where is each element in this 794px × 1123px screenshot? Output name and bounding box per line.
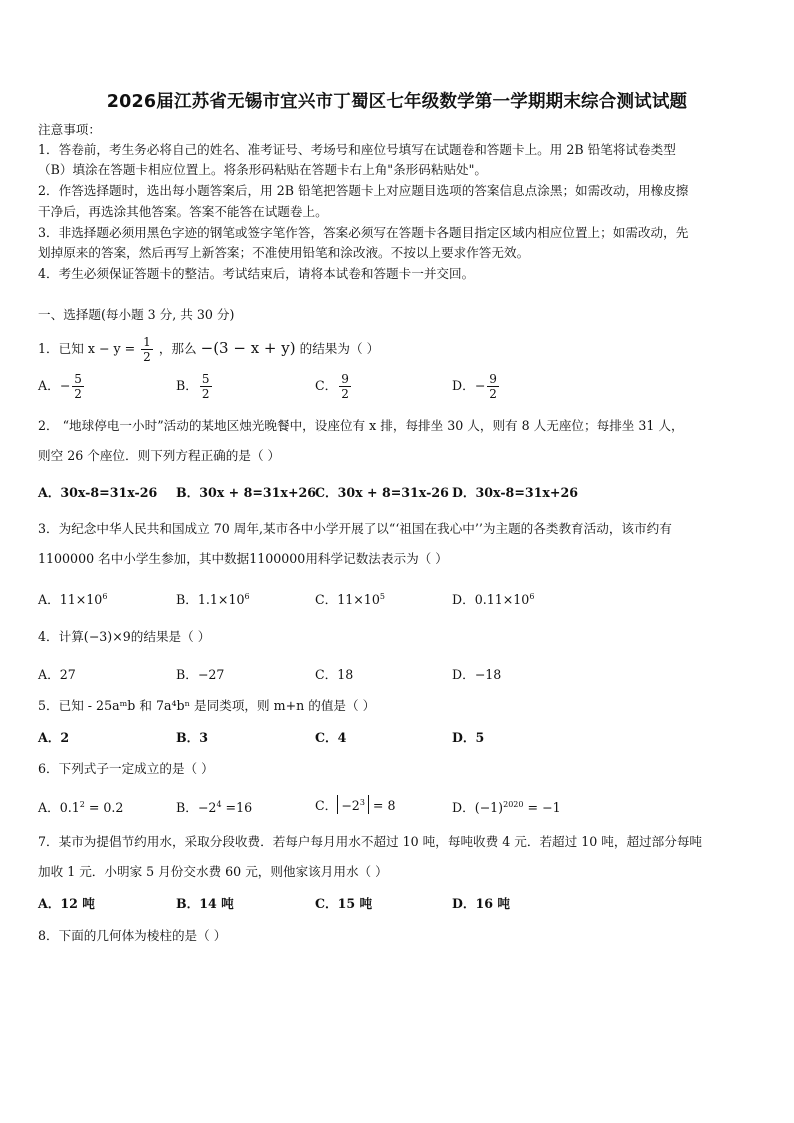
q1-prefix: 1．已知 (38, 341, 84, 356)
q6-option-a-rhs: = 0.2 (84, 800, 124, 815)
q6-option-c-exp: 3 (359, 798, 365, 807)
q4-option-b-value: −27 (197, 667, 225, 682)
question-5: 5．已知 - 25aᵐb 和 7a⁴bⁿ 是同类项，则 m+n 的值是（ ） (38, 698, 376, 713)
q3-text-a: 名中小学生参加，其中数据 (94, 551, 250, 566)
q1-frac-den: 2 (143, 350, 151, 364)
q6-option-a-label: A． (38, 800, 60, 815)
q4-expr: (−3)×9 (83, 629, 131, 644)
q1-expr2: −(3 − x + y) (200, 339, 296, 357)
q4-option-c-value: 18 (337, 667, 354, 682)
q6-option-a-exp: 2 (79, 800, 85, 809)
q3-option-a-base: 11×10 (59, 592, 103, 607)
q4-option-b-label: B． (176, 667, 198, 682)
q3-number-1: 1100000 (38, 551, 95, 566)
q1-option-a-label: A． (38, 378, 60, 393)
question-3-line-1: 3．为纪念中华人民共和国成立 70 周年,某市各中小学开展了以“‘祖国在我心中’’为主题的各类教育活动，该市约有 (38, 521, 672, 536)
q6-option-d-rhs: = −1 (523, 800, 561, 815)
question-2-line-2: 则空 26 个座位．则下列方程正确的是（ ） (38, 448, 281, 463)
notice-heading: 注意事项： (38, 122, 101, 137)
q1-option-d-frac (487, 372, 499, 401)
q5-option-a[interactable]: A．2 (38, 730, 70, 745)
question-4 (38, 627, 210, 647)
q1-option-b[interactable] (176, 372, 214, 401)
q7-option-c[interactable]: C．15 吨 (315, 896, 373, 911)
q4-option-c[interactable] (315, 665, 353, 685)
q6-option-b-rhs: =16 (221, 800, 253, 815)
q1-option-d-label: D． (452, 378, 475, 393)
q1-option-a-den: 2 (74, 387, 82, 401)
q3-option-c-exp: 5 (379, 592, 385, 601)
q1-option-c-den: 2 (341, 387, 349, 401)
notice-line-7: 4．考生必须保证答题卡的整洁。考试结束后，请将本试卷和答题卡一并交回。 (38, 266, 475, 281)
q6-option-b-base: −2 (197, 800, 217, 815)
q6-option-d-exp: 2020 (503, 800, 524, 809)
notice-line-1: 1．答卷前，考生务必将自己的姓名、准考证号、考场号和座位号填写在试题卷和答题卡上。用 2B 铅笔将试卷类型 (38, 142, 676, 157)
q6-option-c-base: −2 (341, 798, 360, 813)
q3-option-d-exp: 6 (529, 592, 535, 601)
q1-option-c-num: 9 (341, 372, 349, 386)
q2-option-d[interactable]: D．30x-8=31x+26 (452, 485, 578, 500)
q3-option-c-label: C． (315, 592, 338, 607)
q6-option-a[interactable] (38, 795, 123, 818)
q1-option-b-den: 2 (201, 387, 210, 401)
q1-option-d-den: 2 (489, 387, 497, 401)
q2-option-b[interactable]: B．30x + 8=31x+26 (176, 485, 317, 500)
q1-option-c-frac (339, 372, 351, 401)
section-heading: 一、选择题(每小题 3 分, 共 30 分) (38, 307, 235, 322)
question-7-line-2: 加收 1 元．小明家 5 月份交水费 60 元，则他家该月用水（ ） (38, 864, 388, 879)
q4-suffix: 的结果是（ ） (130, 629, 211, 644)
q3-number-2: 1100000 (249, 551, 306, 566)
q4-option-d-value: −18 (474, 667, 502, 682)
notice-line-2: （B）填涂在答题卡相应位置上。将条形码粘贴在答题卡右上角"条形码粘贴处"。 (38, 162, 488, 177)
q6-option-b[interactable] (176, 795, 252, 818)
q4-option-a-label: A． (38, 667, 60, 682)
q4-option-b[interactable] (176, 665, 224, 685)
q3-option-b-label: B． (176, 592, 198, 607)
q1-option-d[interactable] (452, 372, 501, 401)
question-1 (38, 333, 379, 364)
q6-option-c-abs (337, 795, 369, 814)
q2-option-c[interactable]: C．30x + 8=31x-26 (315, 485, 449, 500)
q4-option-a-value: 27 (59, 667, 76, 682)
q3-option-b-base: 1.1×10 (197, 592, 245, 607)
q1-option-b-label: B． (176, 378, 198, 393)
q1-option-a-num: 5 (74, 372, 82, 386)
q6-option-b-label: B． (176, 800, 198, 815)
q5-option-b[interactable]: B．3 (176, 730, 209, 745)
exam-title: 2026届江苏省无锡市宜兴市丁蜀区七年级数学第一学期期末综合测试试题 (106, 92, 688, 112)
q6-option-d-label: D． (452, 800, 475, 815)
q5-option-d[interactable]: D．5 (452, 730, 485, 745)
q1-mid: ，那么 (158, 341, 197, 356)
q1-option-b-num: 5 (201, 372, 210, 386)
q6-option-c-label: C． (315, 798, 338, 813)
question-7-line-1: 7．某市为提倡节约用水，采取分段收费．若每户每月用水不超过 10 吨，每吨收费 4 元．若超过 10 吨，超过部分每吨 (38, 834, 703, 849)
q3-option-a-label: A． (38, 592, 60, 607)
q1-option-a-frac (72, 372, 84, 401)
q3-option-d-base: 0.11×10 (474, 592, 530, 607)
q1-suffix: 的结果为（ ） (299, 341, 380, 356)
q6-option-d[interactable] (452, 795, 561, 818)
q1-expr: x − y = (87, 341, 136, 356)
q4-option-c-label: C． (315, 667, 338, 682)
q7-option-b[interactable]: B．14 吨 (176, 896, 234, 911)
question-3-line-2 (38, 549, 448, 569)
q3-option-a[interactable] (38, 587, 107, 610)
notice-line-6: 划掉原来的答案，然后再写上新答案；不准使用铅笔和涂改液。不按以上要求作答无效。 (38, 245, 530, 260)
q3-option-c[interactable] (315, 587, 385, 610)
q1-fraction (141, 335, 153, 364)
q6-option-c-rhs: = 8 (368, 798, 396, 813)
q1-option-d-num: 9 (489, 372, 497, 386)
q3-option-b-exp: 6 (244, 592, 250, 601)
q6-option-a-base: 0.1 (59, 800, 80, 815)
q3-text-b: 用科学记数法表示为（ ） (305, 551, 448, 566)
q3-option-b[interactable] (176, 587, 250, 610)
q1-option-a-sign: − (59, 378, 71, 393)
q5-option-c[interactable]: C．4 (315, 730, 347, 745)
q6-option-d-base: (−1) (474, 800, 504, 815)
q1-option-b-frac (200, 372, 212, 401)
q1-option-d-sign: − (474, 378, 486, 393)
q1-frac-num: 1 (143, 335, 151, 349)
q3-option-d[interactable] (452, 587, 534, 610)
notice-line-3: 2．作答选择题时，选出每小题答案后，用 2B 铅笔把答题卡上对应题目选项的答案信息点涂黑；如需改动，用橡皮擦 (38, 183, 689, 198)
q7-option-d[interactable]: D．16 吨 (452, 896, 511, 911)
q6-option-b-exp: 4 (216, 800, 222, 809)
q1-option-a[interactable] (38, 372, 86, 401)
q4-option-d-label: D． (452, 667, 475, 682)
q4-option-a[interactable] (38, 665, 76, 685)
q3-option-d-label: D． (452, 592, 475, 607)
q3-option-c-base: 11×10 (337, 592, 380, 607)
q7-option-a[interactable]: A．12 吨 (38, 896, 95, 911)
question-2-line-1: 2． “地球停电一小时”活动的某地区烛光晚餐中，设座位有 x 排，每排坐 30 人，则有 8 人无座位；每排坐 31 人， (38, 418, 684, 433)
q6-option-c[interactable] (315, 795, 395, 816)
question-6: 6．下列式子一定成立的是（ ） (38, 761, 214, 776)
q4-prefix: 4．计算 (38, 629, 84, 644)
notice-line-5: 3．非选择题必须用黑色字迹的钢笔或签字笔作答，答案必须写在答题卡各题目指定区域内相应位置上；如需改动，先 (38, 225, 689, 240)
notice-line-4: 干净后，再选涂其他答案。答案不能答在试题卷上。 (38, 204, 328, 219)
q3-option-a-exp: 6 (102, 592, 108, 601)
question-8: 8．下面的几何体为棱柱的是（ ） (38, 928, 227, 943)
q2-option-a[interactable]: A．30x-8=31x-26 (38, 485, 158, 500)
q4-option-d[interactable] (452, 665, 501, 685)
q1-option-c-label: C． (315, 378, 338, 393)
q1-option-c[interactable] (315, 372, 353, 401)
